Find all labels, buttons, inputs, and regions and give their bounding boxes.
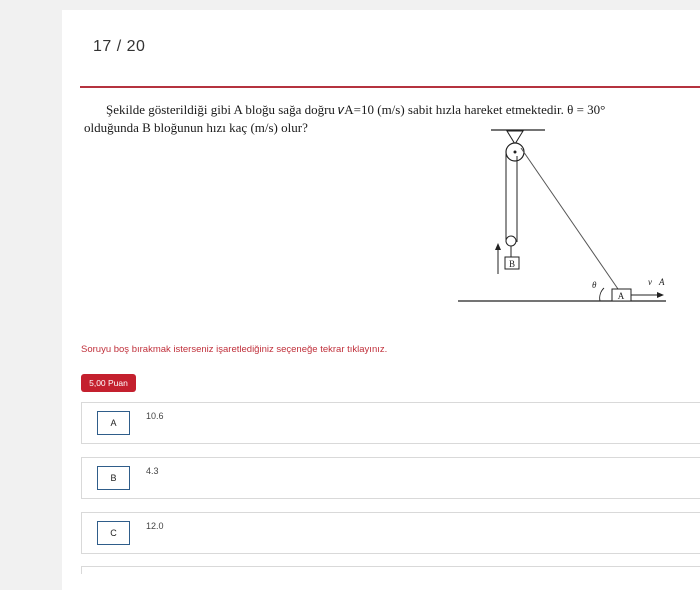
question-counter: 17 / 20 [93,38,146,55]
rope-incline [521,148,618,289]
block-b-label: B [508,259,516,269]
option-value: 12.0 [146,521,164,531]
theta-arc [600,288,604,301]
option-letter-box[interactable]: A [97,411,130,435]
theta-label: θ [592,280,597,290]
pulley-support [507,131,523,144]
option-a[interactable] [81,402,700,444]
option-partial[interactable] [81,566,700,574]
velocity-a-label: v⃗A [648,277,665,287]
header-divider [80,86,700,88]
points-badge: 5,00 Puan [81,374,136,392]
clear-answer-hint: Soruyu boş bırakmak isterseniz işaretlediğiniz seçeneğe tekrar tıklayınız. [81,344,388,355]
option-value: 10.6 [146,411,164,421]
option-letter-box[interactable]: C [97,521,130,545]
block-a-label: A [617,291,625,301]
option-c[interactable] [81,512,700,554]
option-letter-box[interactable]: B [97,466,130,490]
option-value: 4.3 [146,466,159,476]
question-line-1: Şekilde gösterildiği gibi A bloğu sağa doğru 𝑣A=10 (m/s) sabit hızla hareket etmektedir. θ = 30° [106,102,606,117]
lower-pulley [506,236,516,246]
question-line-2: olduğunda B bloğunun hızı kaç (m/s) olur? [84,120,308,135]
option-b[interactable] [81,457,700,499]
pulley-diagram [455,126,675,306]
